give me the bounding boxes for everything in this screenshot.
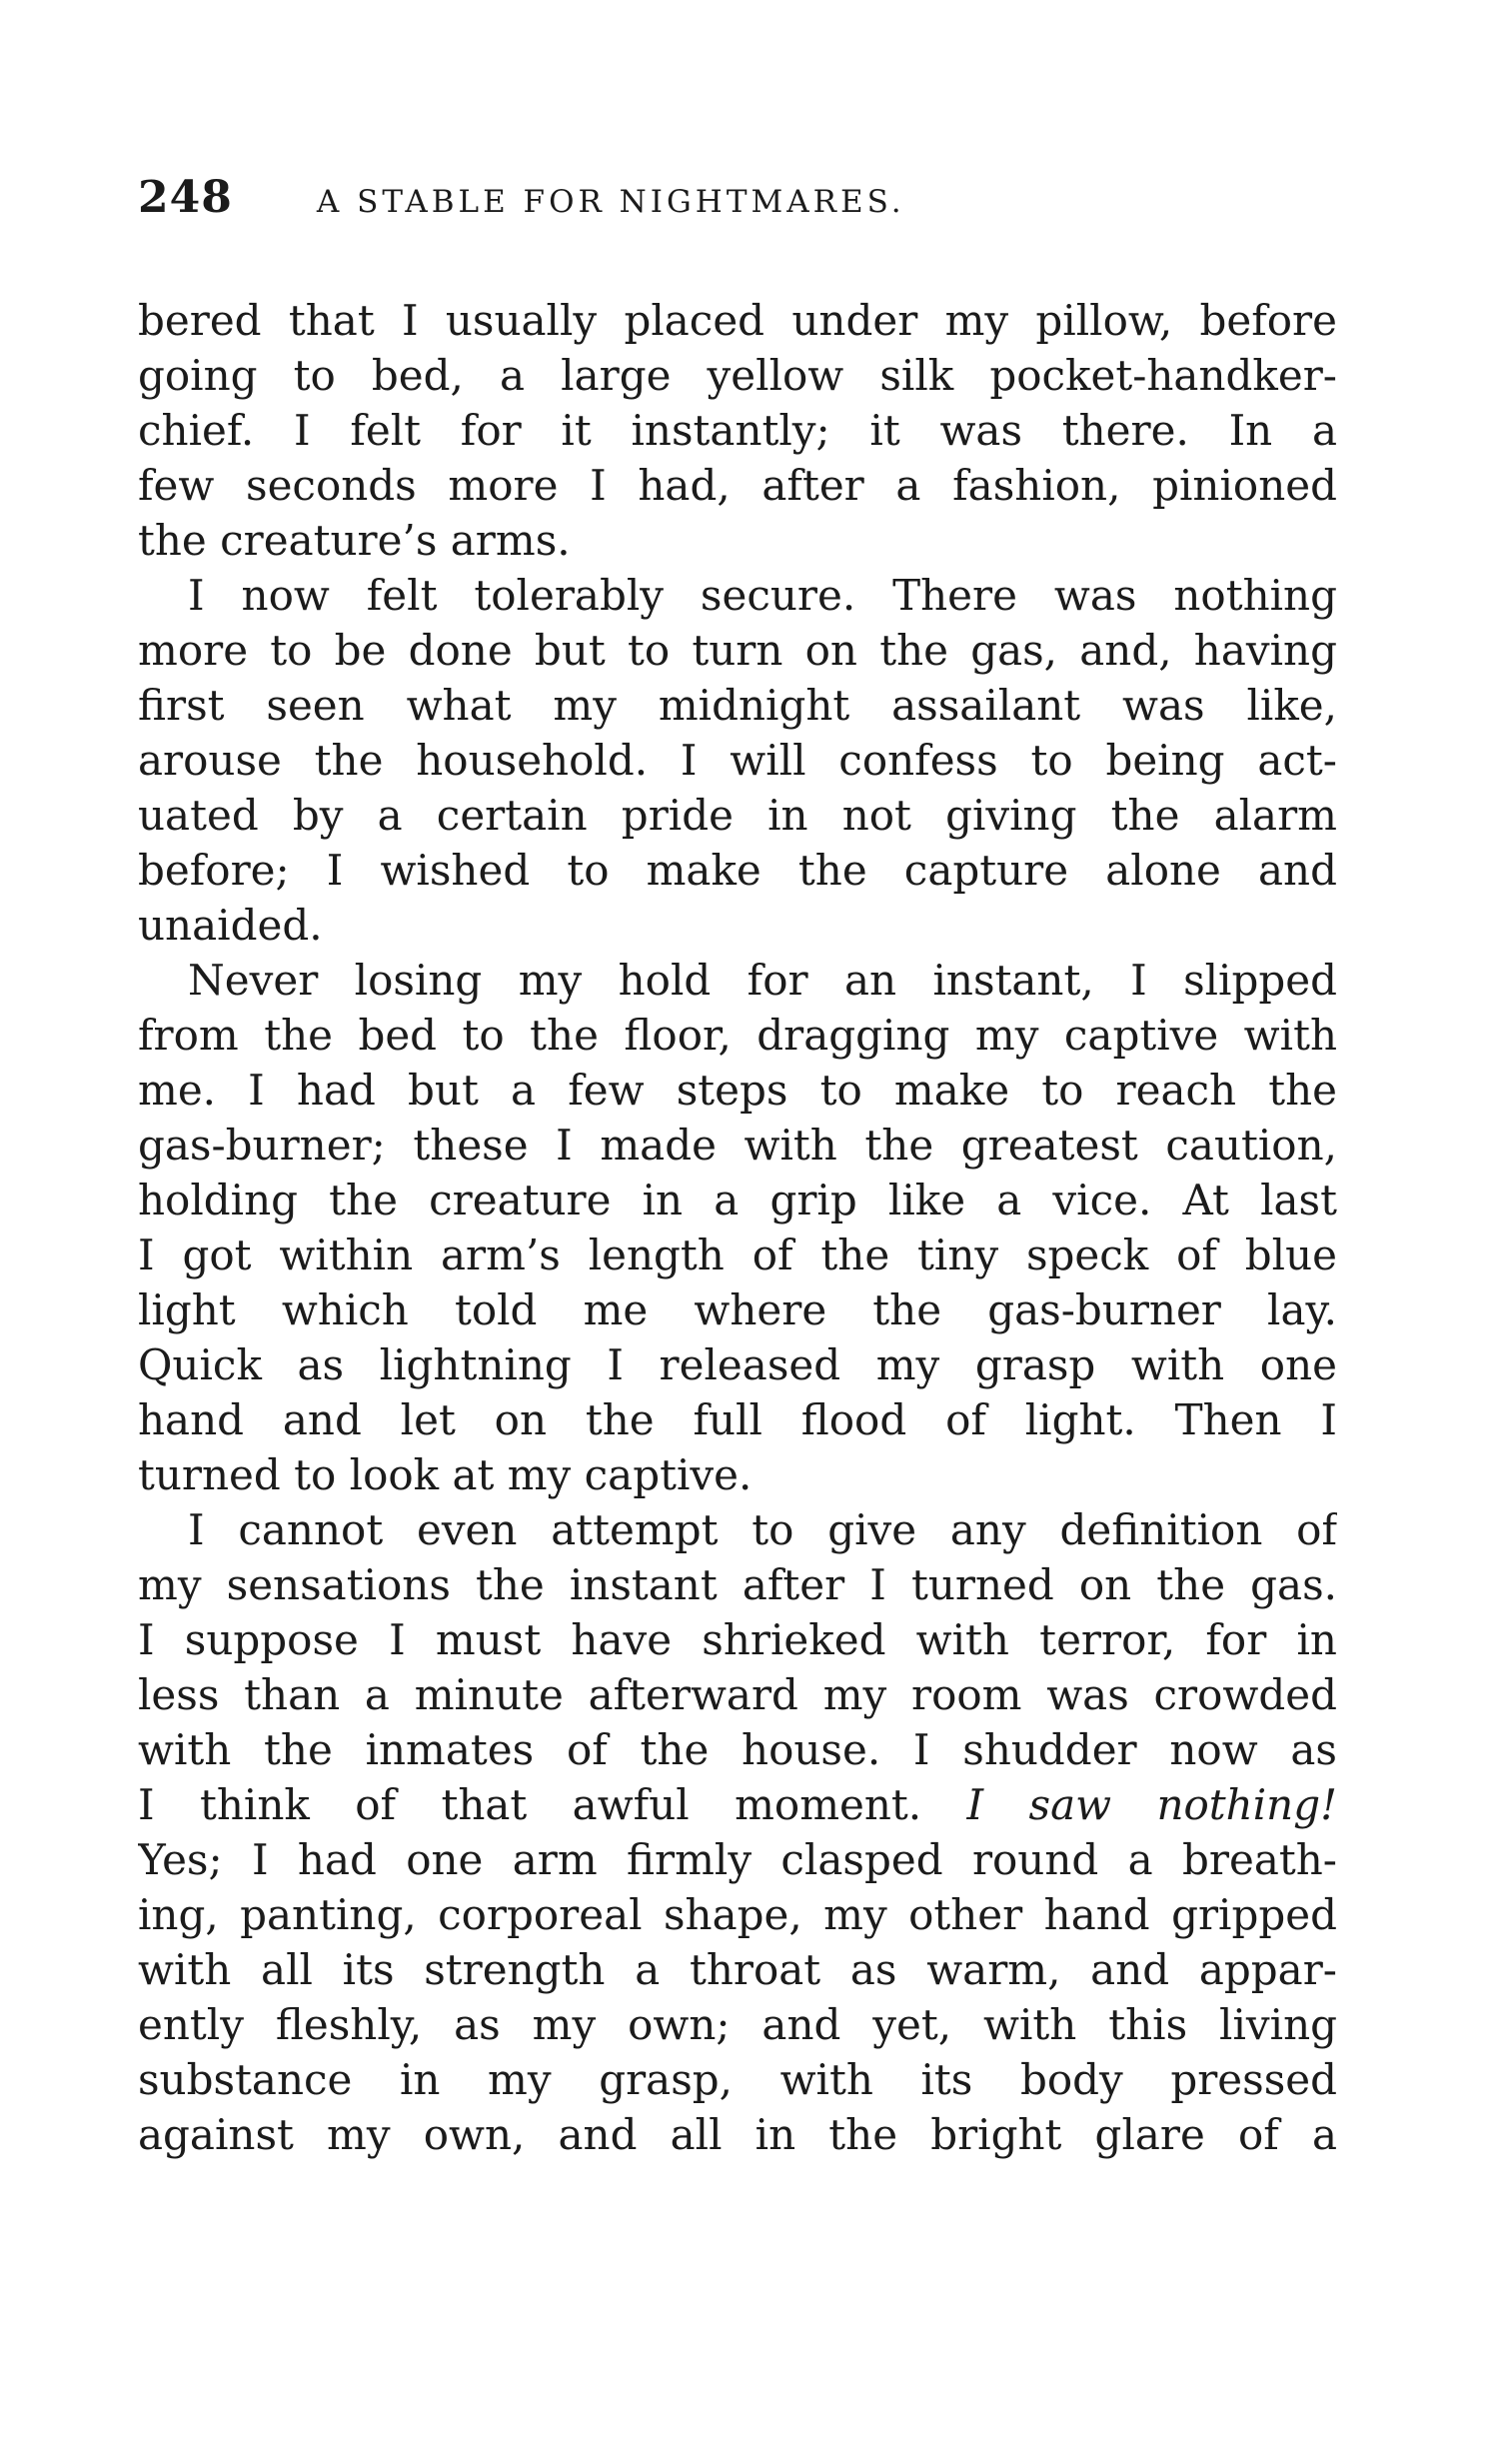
text-line: I now felt tolerably secure. There was nothing [188, 571, 1337, 620]
text-line: turned to look at my captive. [138, 1450, 753, 1499]
text-line: with all its strength a throat as warm, and appar- [138, 1945, 1337, 1994]
text-line: ently fleshly, as my own; and yet, with this living [138, 2000, 1337, 2049]
text-line: from the bed to the floor, dragging my captive with [138, 1011, 1337, 1060]
text-line: gas-burner; these I made with the greatest caution, [138, 1121, 1337, 1170]
running-title: A STABLE FOR NIGHTMARES. [316, 184, 905, 220]
text-line: before; I wished to make the capture alone and [138, 846, 1337, 895]
text-line: unaided. [138, 901, 323, 950]
text-line: against my own, and all in the bright glare of a [138, 2110, 1337, 2159]
emphasis-text: I saw nothing! [966, 1780, 1337, 1829]
text-line: Yes; I had one arm firmly clasped round a breath- [138, 1835, 1337, 1884]
body-text [138, 293, 1337, 2162]
text-line: my sensations the instant after I turned on the gas. [138, 1560, 1337, 1609]
text-line: the creature’s arms. [138, 516, 571, 565]
text-line: uated by a certain pride in not giving the alarm [138, 791, 1337, 840]
text-line: few seconds more I had, after a fashion, pinioned [138, 461, 1337, 510]
text-line: light which told me where the gas-burner lay. [138, 1285, 1337, 1334]
text-line: I got within arm’s length of the tiny speck of blue [138, 1230, 1337, 1279]
text-line: hand and let on the full flood of light. Then I [138, 1395, 1337, 1444]
text-line: with the inmates of the house. I shudder now as [138, 1725, 1337, 1774]
text-line: arouse the household. I will confess to being act- [138, 736, 1337, 785]
text-line: chief. I felt for it instantly; it was there. In a [138, 406, 1337, 455]
text-line: first seen what my midnight assailant was like, [138, 681, 1337, 730]
running-head [138, 172, 1337, 242]
text-line: bered that I usually placed under my pillow, before [138, 296, 1337, 345]
page-number: 248 [138, 172, 233, 223]
text-line: holding the creature in a grip like a vice. At last [138, 1176, 1337, 1225]
text-line-with-emphasis [138, 1777, 1337, 1832]
text-line: Quick as lightning I released my grasp with one [138, 1340, 1337, 1389]
text-line: substance in my grasp, with its body pressed [138, 2055, 1337, 2104]
text-line: I cannot even attempt to give any definition of [188, 1505, 1337, 1554]
text-line: Never losing my hold for an instant, I slipped [188, 956, 1337, 1005]
text-line: ing, panting, corporeal shape, my other hand gripped [138, 1890, 1337, 1939]
text-line: I suppose I must have shrieked with terror, for in [138, 1615, 1337, 1664]
text-line: more to be done but to turn on the gas, and, having [138, 626, 1337, 675]
text-line: less than a minute afterward my room was crowded [138, 1670, 1337, 1719]
text-line: me. I had but a few steps to make to reach the [138, 1066, 1337, 1115]
text-line: going to bed, a large yellow silk pocket-handker- [138, 351, 1337, 400]
text-segment: I think of that awful moment. [138, 1780, 922, 1829]
